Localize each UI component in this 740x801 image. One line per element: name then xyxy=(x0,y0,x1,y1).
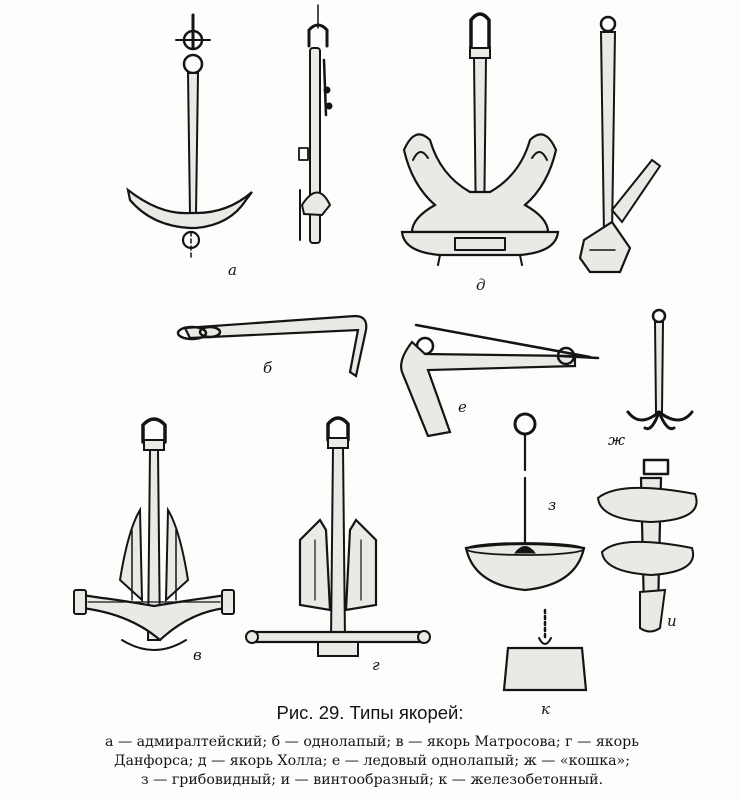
grapnel-drawing xyxy=(628,310,692,429)
legend-line: з — грибовидный; и — винтообразный; к — железобетонный. xyxy=(140,772,604,788)
figure-legend xyxy=(22,733,722,790)
screw-anchor-drawing xyxy=(598,460,697,632)
label-a: а xyxy=(228,261,237,279)
label-e: е xyxy=(458,398,467,416)
admiralty-anchor-side-drawing xyxy=(299,5,332,243)
label-i: и xyxy=(667,612,677,630)
hall-anchor-drawing xyxy=(402,14,558,265)
label-g: г xyxy=(372,656,380,674)
hall-anchor-side-drawing xyxy=(580,17,660,272)
label-d: д xyxy=(476,276,486,294)
concrete-anchor-drawing xyxy=(504,610,586,690)
label-k: к xyxy=(541,700,550,718)
label-v: в xyxy=(193,646,202,664)
legend-line: а — адмиралтейский; б — однолапый; в — якорь Матросова; г — якорь xyxy=(105,734,639,750)
admiralty-anchor-drawing xyxy=(128,15,252,260)
label-zh: ж xyxy=(608,431,626,449)
figure-caption-title: Рис. 29. Типы якорей: xyxy=(276,702,464,723)
label-b: б xyxy=(263,359,273,377)
label-z: з xyxy=(548,496,557,514)
matrosov-anchor-drawing xyxy=(74,419,234,650)
ice-anchor-drawing xyxy=(401,325,598,436)
mushroom-anchor-drawing xyxy=(466,414,584,590)
danforth-anchor-drawing xyxy=(246,418,430,656)
legend-line: Данфорса; д — якорь Холла; е — ледовый однолапый; ж — «кошка»; xyxy=(113,753,630,769)
